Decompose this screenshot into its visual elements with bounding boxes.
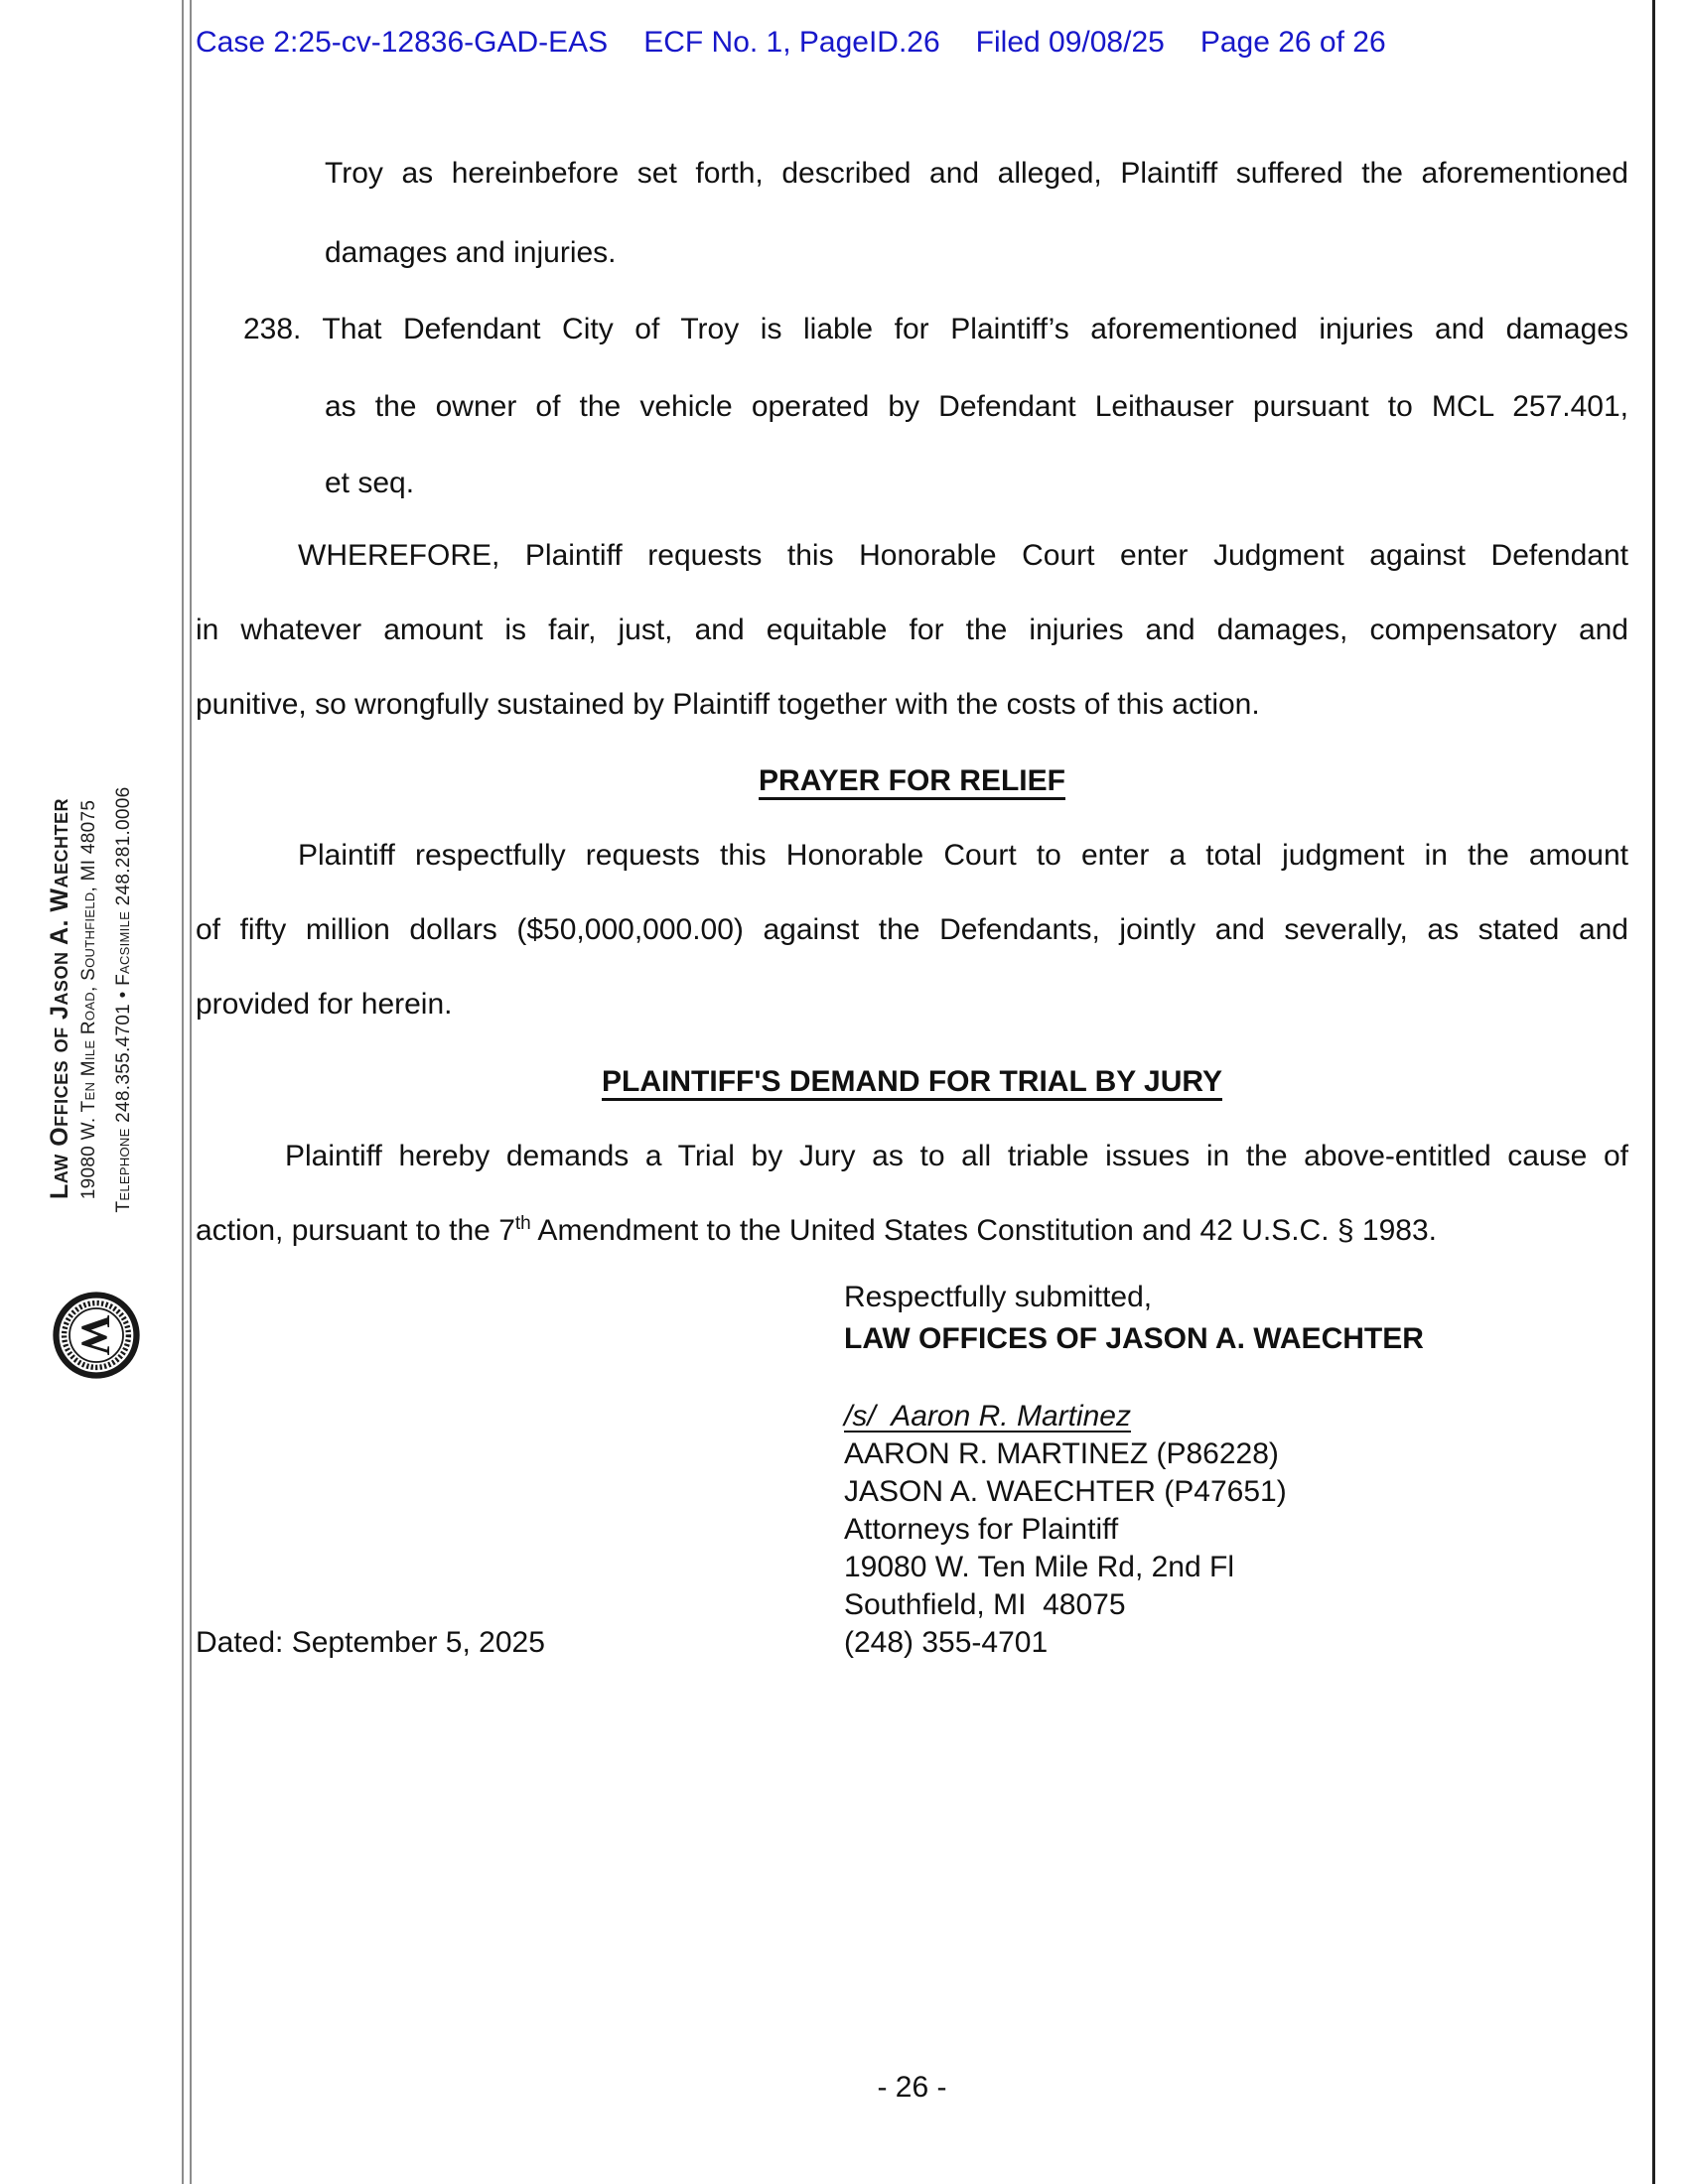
signature-address-line1: 19080 W. Ten Mile Rd, 2nd Fl <box>844 1551 1234 1583</box>
letterhead-address: 19080 W. Ten Mile Road, Southfield, MI 48075 <box>78 799 99 1200</box>
heading-prayer-for-relief: PRAYER FOR RELIEF <box>759 764 1065 797</box>
respectfully-submitted: Respectfully submitted, <box>844 1281 1153 1313</box>
body-line-wherefore: WHEREFORE, Plaintiff requests this Honorable Court enter Judgment against Defendant <box>298 539 1628 572</box>
case-number: Case 2:25-cv-12836-GAD-EAS <box>196 26 609 59</box>
seal-monogram: W <box>73 1314 119 1356</box>
letterhead-firm-name: Law Offices of Jason A. Waechter <box>46 797 73 1200</box>
left-margin-rule-inner <box>190 0 192 2184</box>
body-line: action, pursuant to the 7th Amendment to the United States Constitution and 42 U.S.C. § 1983. <box>196 1213 1437 1247</box>
dated-line: Dated: September 5, 2025 <box>196 1626 545 1659</box>
body-line: damages and injuries. <box>325 236 617 269</box>
heading-jury-demand: PLAINTIFF'S DEMAND FOR TRIAL BY JURY <box>602 1065 1222 1098</box>
signature-address-line2: Southfield, MI 48075 <box>844 1588 1126 1621</box>
ordinal-superscript: th <box>514 1213 531 1234</box>
ecf-number: ECF No. 1, PageID.26 <box>643 26 940 59</box>
electronic-signature: /s/ Aaron R. Martinez <box>844 1400 1131 1433</box>
page-count: Page 26 of 26 <box>1199 26 1386 59</box>
ecf-stamp-header <box>196 24 1386 62</box>
left-margin-rule-outer <box>182 0 184 2184</box>
law-office-seal-icon <box>52 1291 141 1380</box>
signature-phone: (248) 355-4701 <box>844 1626 1049 1659</box>
attorney-name-2: JASON A. WAECHTER (P47651) <box>844 1475 1287 1508</box>
body-line: Plaintiff respectfully requests this Honorable Court to enter a total judgment in the amount <box>298 839 1628 872</box>
body-line-paragraph-238: 238. That Defendant City of Troy is liable for Plaintiff’s aforementioned injuries and damages <box>243 313 1628 345</box>
page-number: - 26 - <box>877 2071 947 2104</box>
body-line: Plaintiff hereby demands a Trial by Jury as to all triable issues in the above-entitled cause of <box>285 1140 1628 1172</box>
attorney-role: Attorneys for Plaintiff <box>844 1513 1119 1546</box>
body-line: Troy as hereinbefore set forth, described and alleged, Plaintiff suffered the aforementioned <box>325 157 1628 190</box>
body-line: in whatever amount is fair, just, and equitable for the injuries and damages, compensatory and <box>196 614 1628 646</box>
letterhead-phone-fax: Telephone 248.355.4701 • Facsimile 248.281.0006 <box>113 786 134 1213</box>
body-line: provided for herein. <box>196 988 453 1021</box>
filed-date: Filed 09/08/25 <box>975 26 1165 59</box>
body-line: et seq. <box>325 467 415 499</box>
attorney-name-1: AARON R. MARTINEZ (P86228) <box>844 1437 1279 1470</box>
right-margin-rule <box>1652 0 1655 2184</box>
body-line: as the owner of the vehicle operated by Defendant Leithauser pursuant to MCL 257.401, <box>325 390 1628 423</box>
body-line: punitive, so wrongfully sustained by Plaintiff together with the costs of this action. <box>196 688 1260 721</box>
body-line: of fifty million dollars ($50,000,000.00) against the Defendants, jointly and severally, as stated and <box>196 913 1628 946</box>
signature-firm-name: LAW OFFICES OF JASON A. WAECHTER <box>844 1322 1424 1355</box>
